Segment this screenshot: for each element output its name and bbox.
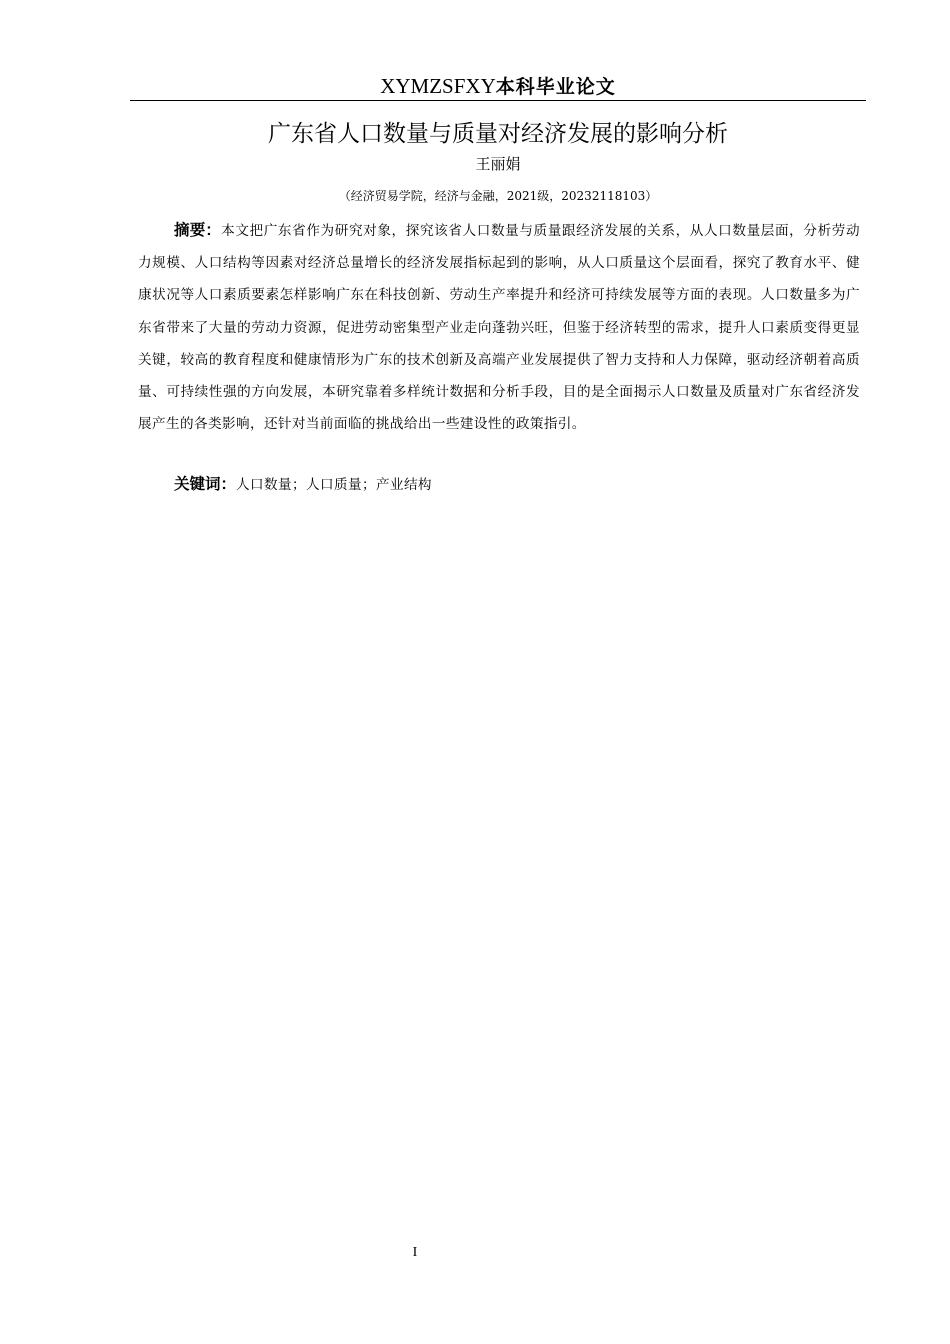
author-affiliation: （经济贸易学院，经济与金融，2021级，20232118103）	[338, 189, 658, 203]
page-number: I	[412, 1245, 418, 1260]
header-divider	[130, 100, 866, 101]
running-header	[130, 72, 866, 100]
keywords-text: 人口数量；人口质量；产业结构	[236, 477, 432, 493]
abstract-paragraph	[138, 214, 860, 440]
paper-title: 广东省人口数量与质量对经济发展的影响分析	[268, 121, 728, 147]
abstract-label: 摘要：	[174, 221, 222, 239]
header-code: XYMZSFXY	[380, 74, 496, 98]
keywords-label: 关键词：	[174, 475, 237, 493]
keywords-line	[174, 470, 860, 499]
abstract-text: 本文把广东省作为研究对象，探究该省人口数量与质量跟经济发展的关系，从人口数量层面，分析劳动力规模、人口结构等因素对经济总量增长的经济发展指标起到的影响，从人口质量这个层面看，探究了教育水平、健康状况等人口素质要素怎样影响广东在科技创新、劳动生产率提升和经济可持续发展等方面的表现。人口数量多为广东省带来了大量的劳动力资源，促进劳动密集型产业走向蓬勃兴旺，但鉴于经济转型的需求，提升人口素质变得更显关键，较高的教育程度和健康情形为广东的技术创新及高端产业发展提供了智力支持和人力保障，驱动经济朝着高质量、可持续性强的方向发展，本研究靠着多样统计数据和分析手段，目的是全面揭示人口数量及质量对广东省经济发展产生的各类影响，还针对当前面临的挑战给出一些建设性的政策指引。	[138, 223, 860, 433]
author-name: 王丽娟	[475, 155, 521, 173]
header-subtitle: 本科毕业论文	[495, 76, 616, 98]
